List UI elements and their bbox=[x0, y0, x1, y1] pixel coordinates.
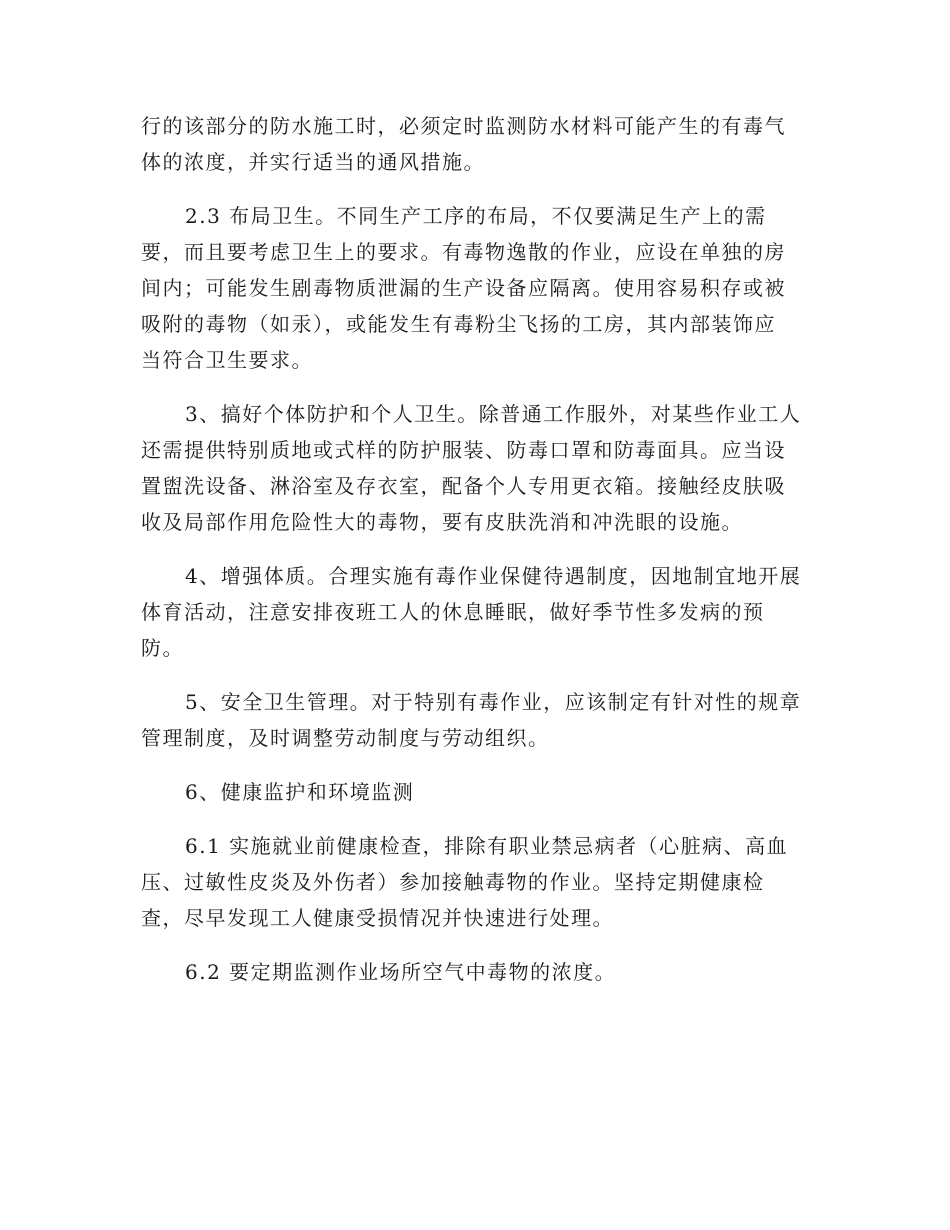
text-line: 当符合卫生要求。 bbox=[141, 348, 313, 372]
text-line: 收及局部作用危险性大的毒物，要有皮肤洗消和冲洗眼的设施。 bbox=[141, 510, 743, 534]
text-line: 6.1 实施就业前健康检查，排除有职业禁忌病者（心脏病、高血 bbox=[185, 834, 789, 858]
text-line: 压、过敏性皮炎及外伤者）参加接触毒物的作业。坚持定期健康检 bbox=[141, 870, 765, 894]
text-line: 吸附的毒物（如汞），或能发生有毒粉尘飞扬的工房，其内部装饰应 bbox=[141, 312, 776, 336]
document-body bbox=[141, 108, 809, 1008]
paragraph-safety-management bbox=[141, 684, 809, 756]
text-line: 行的该部分的防水施工时，必须定时监测防水材料可能产生的有毒气 bbox=[141, 114, 786, 138]
paragraph-physical-fitness bbox=[141, 558, 809, 666]
text-line: 还需提供特别质地或式样的防护服装、防毒口罩和防毒面具。应当设 bbox=[141, 438, 786, 462]
text-line: 3、搞好个体防护和个人卫生。除普通工作服外，对某些作业工人 bbox=[185, 402, 802, 426]
text-line: 置盥洗设备、淋浴室及存衣室，配备个人专用更衣箱。接触经皮肤吸 bbox=[141, 474, 786, 498]
paragraph-layout-hygiene bbox=[141, 198, 809, 378]
section-heading-health-monitoring bbox=[141, 774, 809, 810]
text-line: 间内；可能发生剧毒物质泄漏的生产设备应隔离。使用容易积存或被 bbox=[141, 276, 786, 300]
paragraph-personal-protection bbox=[141, 396, 809, 540]
text-line: 管理制度，及时调整劳动制度与劳动组织。 bbox=[141, 726, 550, 750]
paragraph-ventilation-continued bbox=[141, 108, 809, 180]
paragraph-health-checks bbox=[141, 828, 809, 936]
text-line: 查，尽早发现工人健康受损情况并快速进行处理。 bbox=[141, 906, 614, 930]
text-line: 要，而且要考虑卫生上的要求。有毒物逸散的作业，应设在单独的房 bbox=[141, 240, 786, 264]
text-line: 4、增强体质。合理实施有毒作业保健待遇制度，因地制宜地开展 bbox=[185, 564, 802, 588]
text-line: 2.3 布局卫生。不同生产工序的布局，不仅要满足生产上的需 bbox=[185, 204, 767, 228]
text-line: 5、安全卫生管理。对于特别有毒作业，应该制定有针对性的规章 bbox=[185, 690, 802, 714]
text-line: 体育活动，注意安排夜班工人的休息睡眠，做好季节性多发病的预 bbox=[141, 600, 765, 624]
text-line: 6.2 要定期监测作业场所空气中毒物的浓度。 bbox=[185, 960, 617, 984]
text-line: 防。 bbox=[141, 636, 184, 660]
paragraph-air-monitoring bbox=[141, 954, 809, 990]
text-line: 体的浓度，并实行适当的通风措施。 bbox=[141, 150, 485, 174]
text-line: 6、健康监护和环境监测 bbox=[185, 780, 415, 804]
